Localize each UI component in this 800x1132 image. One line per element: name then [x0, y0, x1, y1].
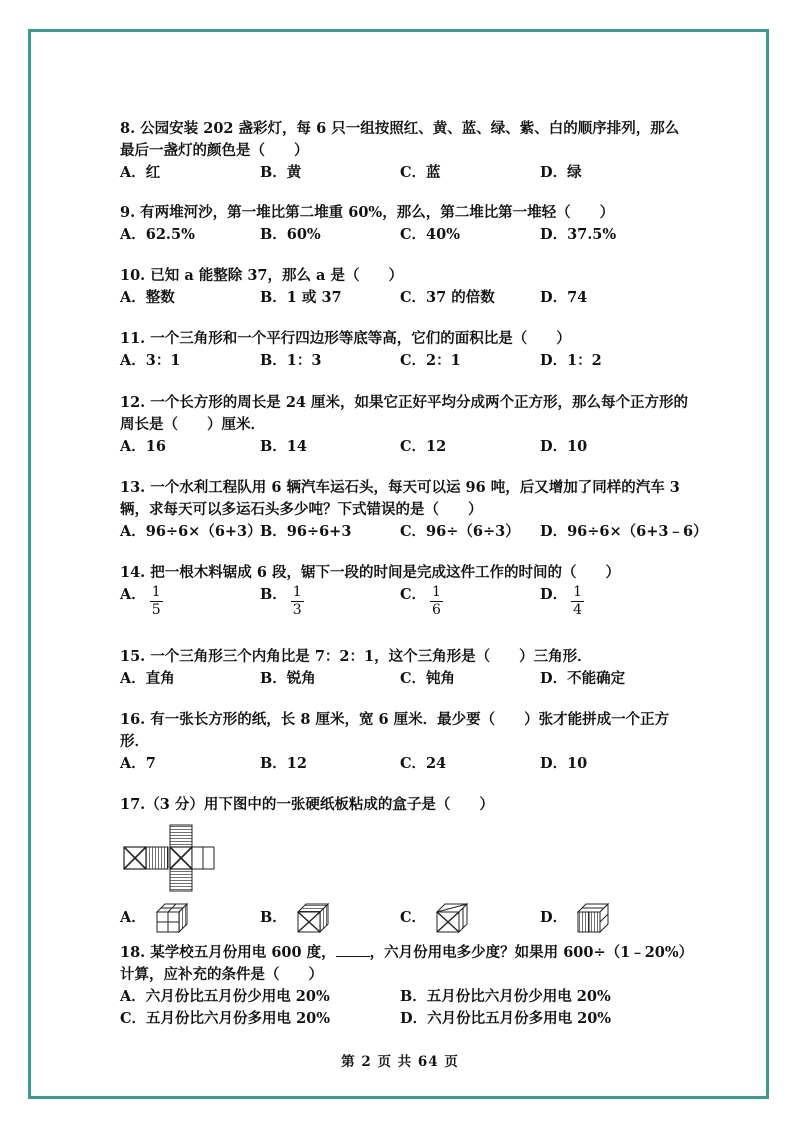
- option-d[interactable]: D．不能确定: [540, 670, 626, 687]
- options-row-1: [120, 986, 690, 1008]
- fraction-numerator: 1: [432, 584, 441, 600]
- options: [120, 224, 690, 246]
- question-9: [120, 202, 690, 246]
- options-row-2: [120, 1008, 690, 1030]
- option-c[interactable]: C．钝角: [400, 670, 456, 687]
- question-12: [120, 392, 690, 458]
- option-a[interactable]: A．96÷6×（6+3）: [120, 523, 262, 540]
- question-stem: 8. 公园安装 202 盏彩灯，每 6 只一组按照红、黄、蓝、绿、紫、白的顺序排列，那么最后一盏灯的颜色是（ ）: [120, 120, 680, 159]
- fraction-denominator: 4: [573, 602, 582, 618]
- fraction: [571, 584, 584, 619]
- option-a[interactable]: A．16: [120, 438, 166, 455]
- option-letter: D．: [540, 586, 568, 603]
- option-d[interactable]: D．1：2: [540, 352, 602, 369]
- fraction-denominator: 3: [292, 602, 302, 618]
- net-face-top: [170, 825, 192, 847]
- fraction-denominator: 6: [432, 602, 441, 618]
- options: [120, 753, 690, 775]
- option-c[interactable]: [400, 584, 443, 619]
- option-c[interactable]: C．24: [400, 755, 447, 772]
- option-d[interactable]: [540, 584, 584, 619]
- question-stem: 12. 一个长方形的周长是 24 厘米，如果它正好平均分成两个正方形，那么每个正方形的周长是（ ）厘米．: [120, 394, 689, 433]
- question-17: [120, 794, 690, 816]
- fraction-numerator: 1: [151, 584, 161, 600]
- question-stem: 11. 一个三角形和一个平行四边形等底等高，它们的面积比是（ ）: [120, 330, 571, 347]
- question-10: [120, 265, 690, 309]
- question-8: [120, 118, 690, 184]
- option-a[interactable]: A．红: [120, 164, 161, 181]
- cube-net-figure: [122, 823, 218, 895]
- option-d[interactable]: D．74: [540, 289, 588, 306]
- options: [120, 668, 690, 690]
- fraction: [150, 584, 163, 619]
- box-option-b-image: [296, 902, 330, 934]
- fraction-numerator: 1: [573, 584, 582, 600]
- option-b[interactable]: B．五月份比六月份少用电 20%: [400, 988, 611, 1005]
- options: [120, 287, 690, 309]
- question-11: [120, 328, 690, 372]
- option-b[interactable]: B．60%: [260, 226, 321, 243]
- option-d[interactable]: D．37.5%: [540, 226, 617, 243]
- option-letter: C．: [400, 909, 427, 926]
- option-d[interactable]: [540, 902, 610, 934]
- option-a[interactable]: [120, 902, 189, 934]
- net-face-bottom: [170, 869, 192, 891]
- question-stem: 9. 有两堆河沙，第一堆比第二堆重 60%，那么，第二堆比第一堆轻（ ）: [120, 204, 615, 221]
- question-stem: 13. 一个水利工程队用 6 辆汽车运石头，每天可以运 96 吨，后又增加了同样的汽车 3 辆，求每天可以多运石头多少吨？下式错误的是（ ）: [120, 479, 680, 518]
- option-c[interactable]: C．96÷（6÷3）: [400, 523, 520, 540]
- fill-blank: [336, 942, 370, 957]
- option-d[interactable]: D．96÷6×（6+3﹣6）: [540, 523, 708, 540]
- question-stem: 14. 把一根木料锯成 6 段，锯下一段的时间是完成这件工作的时间的（ ）: [120, 564, 620, 581]
- option-letter: B．: [260, 909, 287, 926]
- net-face-mid-left: [146, 847, 168, 869]
- options: [120, 436, 690, 458]
- option-d[interactable]: D．绿: [540, 164, 582, 181]
- option-b[interactable]: B．黄: [260, 164, 302, 181]
- fraction-numerator: 1: [292, 584, 302, 600]
- option-c[interactable]: [400, 902, 469, 934]
- option-b[interactable]: B．14: [260, 438, 307, 455]
- option-d[interactable]: D．六月份比五月份多用电 20%: [400, 1010, 612, 1027]
- page-footer: 第 2 页 共 64 页: [341, 1054, 459, 1070]
- option-a[interactable]: A．六月份比五月份少用电 20%: [120, 988, 330, 1005]
- options: [120, 162, 690, 184]
- fraction: [291, 584, 304, 619]
- option-a[interactable]: A．整数: [120, 289, 175, 306]
- option-d[interactable]: D．10: [540, 755, 588, 772]
- option-letter: A．: [120, 909, 146, 926]
- fraction-denominator: 5: [151, 602, 161, 618]
- option-letter: B．: [260, 586, 287, 603]
- option-c[interactable]: C．12: [400, 438, 447, 455]
- question-16: [120, 709, 690, 775]
- option-b[interactable]: B．96÷6+3: [260, 523, 352, 540]
- question-stem: 15. 一个三角形三个内角比是 7：2：1，这个三角形是（ ）三角形．: [120, 648, 592, 665]
- box-option-d-image: [576, 902, 610, 934]
- question-stem: 10. 已知 a 能整除 37，那么 a 是（ ）: [120, 267, 403, 284]
- stem-part-1: 18. 某学校五月份用电 600 度，: [120, 944, 336, 961]
- option-c[interactable]: C．37 的倍数: [400, 289, 495, 306]
- option-c[interactable]: C．五月份比六月份多用电 20%: [120, 1010, 331, 1027]
- question-14: [120, 562, 690, 626]
- question-18: [120, 942, 690, 1030]
- option-a[interactable]: A．直角: [120, 670, 175, 687]
- question-stem: 16. 有一张长方形的纸，长 8 厘米，宽 6 厘米．最少要（ ）张才能拼成一个正方形．: [120, 711, 670, 750]
- option-b[interactable]: [260, 584, 304, 619]
- option-c[interactable]: C．蓝: [400, 164, 441, 181]
- question-17-options: [120, 902, 690, 940]
- box-option-a-image: [155, 902, 189, 934]
- option-a[interactable]: A．7: [120, 755, 156, 772]
- box-option-c-image: [435, 902, 469, 934]
- question-15: [120, 646, 690, 690]
- option-b[interactable]: B．12: [260, 755, 307, 772]
- option-c[interactable]: C．2：1: [400, 352, 461, 369]
- question-stem: [120, 942, 690, 986]
- question-13: [120, 477, 708, 543]
- option-b[interactable]: [260, 902, 330, 934]
- options: [120, 902, 690, 940]
- option-b[interactable]: B．1 或 37: [260, 289, 342, 306]
- option-c[interactable]: C．40%: [400, 226, 460, 243]
- options: [120, 521, 708, 543]
- option-a[interactable]: A．62.5%: [120, 226, 195, 243]
- question-stem: 17.（3 分）用下图中的一张硬纸板粘成的盒子是（ ）: [120, 796, 494, 813]
- option-a[interactable]: [120, 584, 163, 619]
- option-letter: A．: [120, 586, 146, 603]
- fraction: [430, 584, 443, 619]
- option-letter: C．: [400, 586, 427, 603]
- option-a[interactable]: A．3：1: [120, 352, 181, 369]
- option-letter: D．: [540, 909, 568, 926]
- options: [120, 584, 690, 626]
- option-b[interactable]: B．锐角: [260, 670, 316, 687]
- stem-part-2: ，六月份用电多少度？如果用 600÷（1﹣20%）计算，应补充的条件是（ ）: [120, 944, 686, 983]
- options: [120, 350, 690, 372]
- option-b[interactable]: B．1：3: [260, 352, 322, 369]
- option-d[interactable]: D．10: [540, 438, 588, 455]
